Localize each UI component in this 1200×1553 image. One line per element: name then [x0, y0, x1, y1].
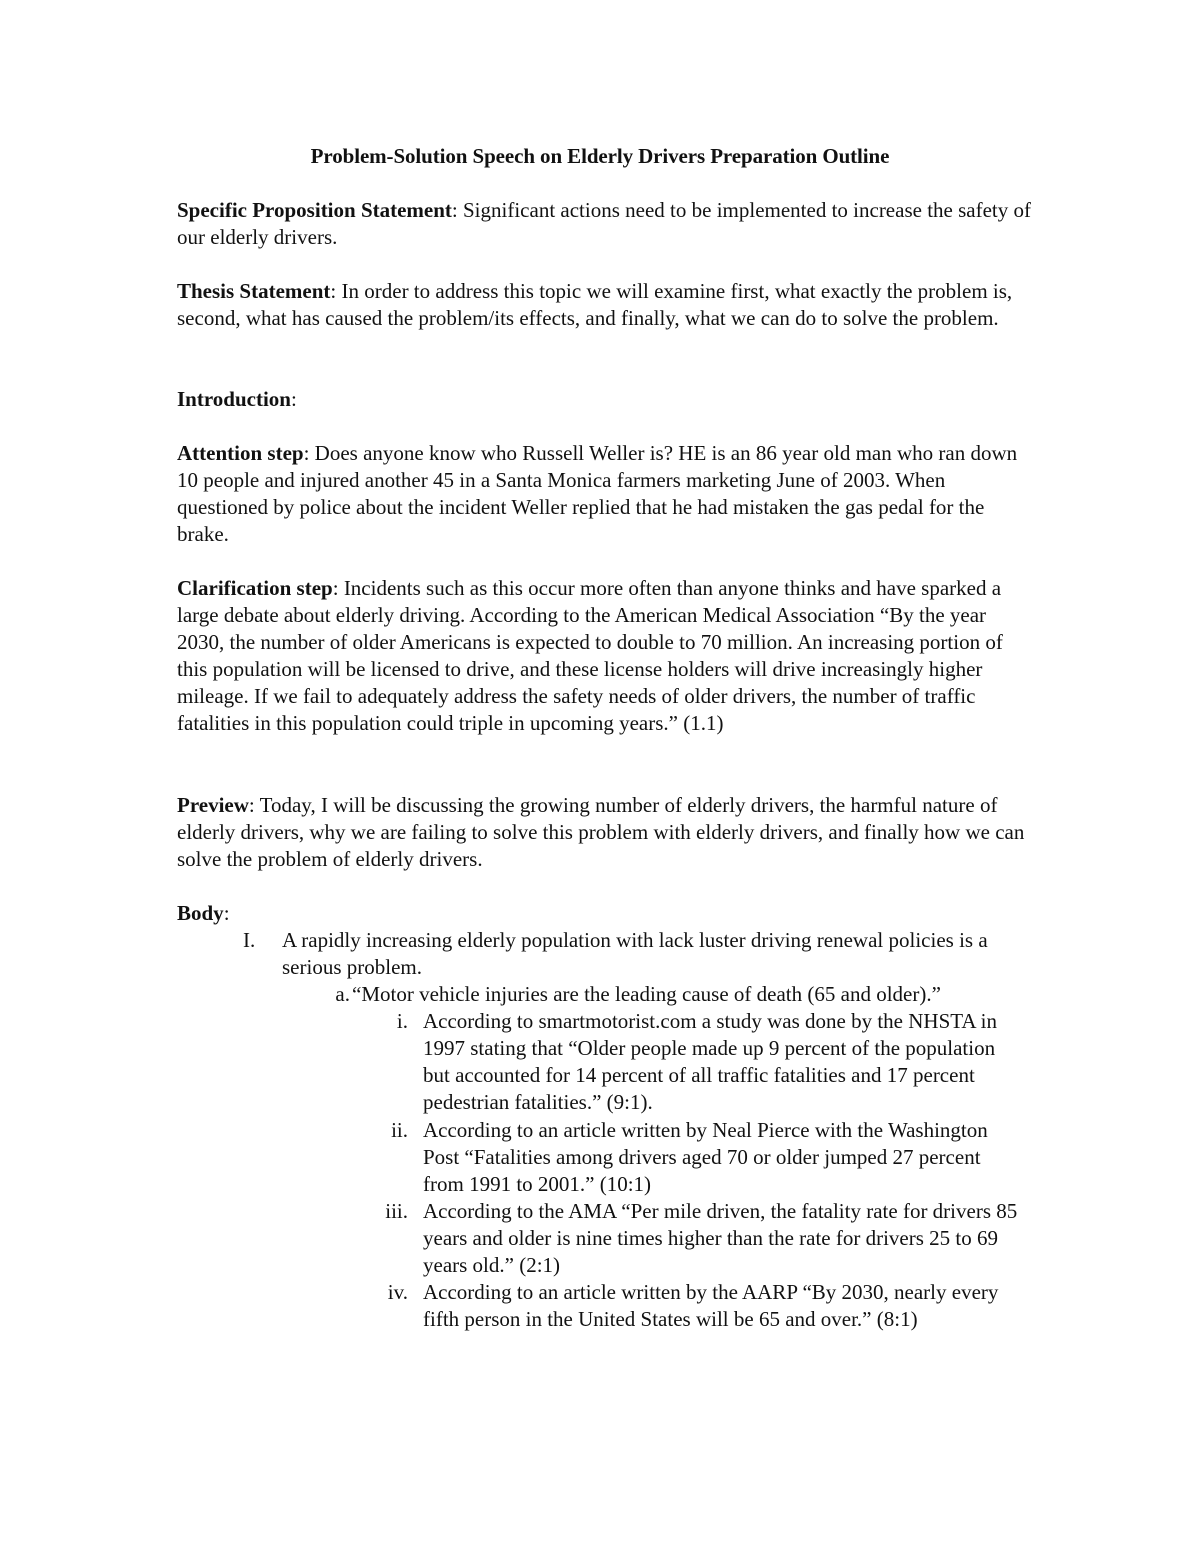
introduction-heading	[177, 386, 1037, 413]
outline-item-iii-numeral: iii.	[385, 1199, 408, 1223]
document-title: Problem-Solution Speech on Elderly Drivers Preparation Outline	[310, 144, 890, 168]
introduction-label: Introduction	[177, 387, 291, 411]
attention-step-text: : Does anyone know who Russell Weller is? HE is an 86 year old man who ran down 10 people and injured another 45 in a Santa Monica farmers marketing June of 2003. When questioned by police about the incident Weller replied that he had mistaken the gas pedal for the brake.	[177, 441, 1018, 546]
preview-text: : Today, I will be discussing the growing number of elderly drivers, the harmful nature of elderly drivers, why we are failing to solve this problem with elderly drivers, and finally how we can solve the problem of elderly drivers.	[177, 793, 1025, 871]
outline-item-iv-numeral: iv.	[387, 1280, 408, 1304]
outline-point-1-number: I.	[243, 928, 256, 952]
outline-item-ii-numeral: ii.	[391, 1118, 408, 1142]
outline-item-i-numeral: i.	[396, 1009, 408, 1033]
thesis-label: Thesis Statement	[177, 279, 331, 303]
body-label: Body	[177, 901, 224, 925]
outline-point-1-text: A rapidly increasing elderly population with lack luster driving renewal policies is a serious problem.	[282, 928, 988, 979]
outline-item-i-text: According to smartmotorist.com a study was done by the NHSTA in 1997 stating that “Older people made up 9 percent of the population but accounted for 14 percent of all traffic fatalities and 17 percent pedestrian fatalities.” (9:1).	[423, 1009, 997, 1114]
outline-point-1a-text: “Motor vehicle injuries are the leading cause of death (65 and older).”	[352, 982, 941, 1006]
body-colon: :	[223, 901, 230, 925]
preview-paragraph	[177, 792, 1037, 873]
outline-item-ii-text: According to an article written by Neal Pierce with the Washington Post “Fatalities among drivers aged 70 or older jumped 27 percent from 1991 to 2001.” (10:1)	[423, 1118, 988, 1196]
clarification-step-label: Clarification step	[177, 576, 333, 600]
outline-point-1a-letter: a.	[335, 982, 350, 1006]
attention-step-paragraph	[177, 440, 1037, 548]
clarification-step-text: : Incidents such as this occur more often than anyone thinks and have sparked a large debate about elderly driving. According to the American Medical Association “By the year 2030, the number of older Americans is expected to double to 70 million. An increasing portion of this population will be licensed to drive, and these license holders will drive increasingly higher mileage. If we fail to adequately address the safety needs of older drivers, the number of traffic fatalities in this population could triple in upcoming years.” (1.1)	[177, 576, 1003, 735]
clarification-step-paragraph	[177, 575, 1037, 737]
specific-proposition-text: : Significant actions need to be implemented to increase the safety of our elderly drivers.	[177, 198, 1031, 249]
outline-item-iv-text: According to an article written by the AARP “By 2030, nearly every fifth person in the United States will be 65 and over.” (8:1)	[423, 1280, 999, 1331]
outline-item-iii-text: According to the AMA “Per mile driven, the fatality rate for drivers 85 years and older is nine times higher than the rate for drivers 25 to 69 years old.” (2:1)	[423, 1199, 1018, 1277]
specific-proposition-label: Specific Proposition Statement	[177, 198, 452, 222]
thesis-text: : In order to address this topic we will examine first, what exactly the problem is, second, what has caused the problem/its effects, and finally, what we can do to solve the problem.	[177, 279, 1013, 330]
body-heading	[177, 900, 1037, 927]
specific-proposition-paragraph	[177, 197, 1037, 251]
attention-step-label: Attention step	[177, 441, 304, 465]
introduction-colon: :	[290, 387, 297, 411]
thesis-paragraph	[177, 278, 1037, 332]
preview-label: Preview	[177, 793, 249, 817]
